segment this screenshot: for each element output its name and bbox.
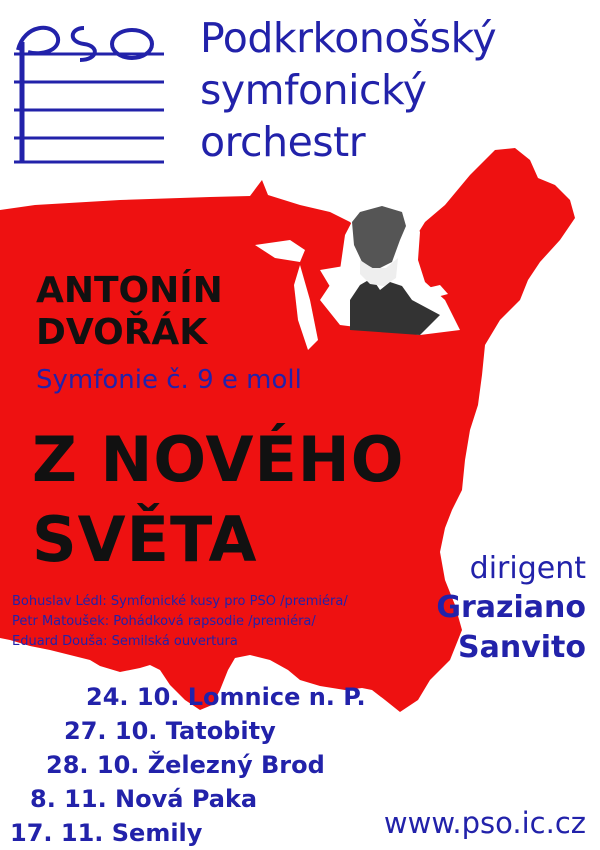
program-item: Eduard Douša: Semilská ouvertura: [12, 634, 238, 649]
conductor-first-name: Graziano: [436, 590, 586, 625]
concert-place: Tatobity: [165, 717, 276, 745]
pso-logo: [14, 14, 174, 164]
work-title-line-1: Z NOVÉHO: [32, 423, 405, 496]
concert-place: Železný Brod: [147, 751, 325, 779]
work-title-line-2: SVĚTA: [32, 503, 258, 576]
concert-place: Nová Paka: [115, 785, 258, 813]
conductor-last-name: Sanvito: [458, 630, 586, 665]
program-list: [12, 592, 348, 652]
concert-date: 27. 10.: [64, 717, 158, 745]
concert-row: [64, 714, 276, 748]
composer-name: [36, 270, 223, 354]
concert-place: Lomnice n. P.: [187, 683, 366, 711]
organization-name-line-1: Podkrkonošský: [200, 14, 497, 62]
work-title: [32, 420, 404, 580]
concert-row: [30, 782, 257, 816]
program-item: Petr Matoušek: Pohádková rapsodie /premiéra/: [12, 614, 316, 629]
concert-date: 17. 11.: [10, 819, 104, 847]
concert-row: [10, 816, 202, 850]
composer-first-name: ANTONÍN: [36, 270, 223, 311]
work-subtitle: Symfonie č. 9 e moll: [36, 365, 302, 395]
organization-name-line-2: symfonický: [200, 66, 427, 114]
organization-name-line-3: orchestr: [200, 118, 366, 166]
concert-place: Semily: [111, 819, 203, 847]
concert-row: [46, 748, 325, 782]
concert-date: 8. 11.: [30, 785, 107, 813]
concert-date: 28. 10.: [46, 751, 140, 779]
program-item: Bohuslav Lédl: Symfonické kusy pro PSO /premiéra/: [12, 594, 348, 609]
conductor-label: dirigent: [469, 551, 586, 586]
website-link[interactable]: www.pso.ic.cz: [383, 806, 586, 840]
organization-name: [200, 12, 496, 168]
conductor-block: [436, 550, 586, 668]
composer-last-name: DVOŘÁK: [36, 312, 208, 353]
concert-row: [86, 680, 366, 714]
concert-date: 24. 10.: [86, 683, 180, 711]
